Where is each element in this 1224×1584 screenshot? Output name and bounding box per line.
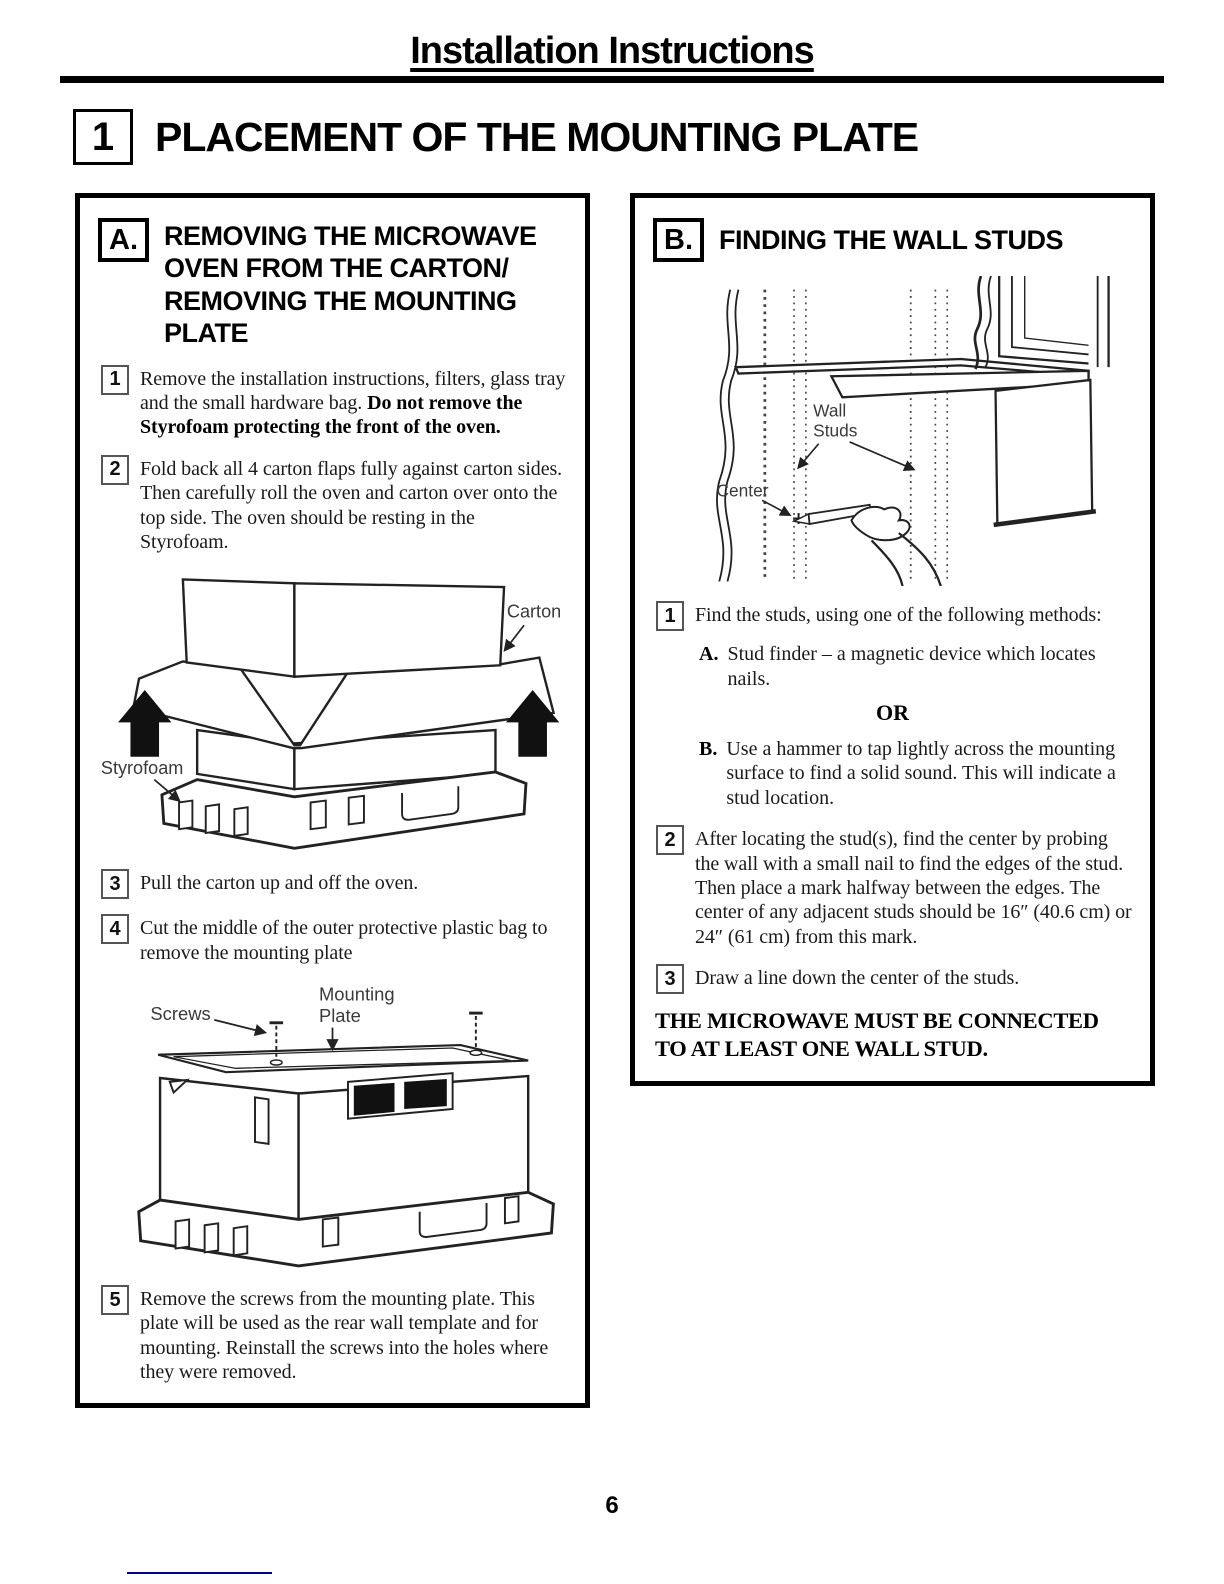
vent-grille-dark [354, 1083, 395, 1116]
step-text: Draw a line down the center of the studs. [695, 967, 1020, 990]
step-text [140, 365, 567, 440]
door-slot [255, 1097, 269, 1144]
styrofoam-notch [234, 808, 247, 837]
curtain [975, 276, 981, 369]
wall-studs-label: Studs [813, 420, 858, 441]
step-text-bold: Do not remove the Styrofoam protecting the front of the oven. [140, 391, 523, 439]
styrofoam-notch [179, 801, 192, 830]
footer-blue-line [127, 1572, 272, 1574]
carton-left-face [183, 580, 295, 677]
method-text: Stud finder – a magnetic device which locates nails. [727, 643, 1096, 690]
step-text: Find the studs, using one of the following methods: [695, 604, 1102, 627]
step-row [656, 964, 1132, 994]
step-text: Remove the screws from the mounting plate. This plate will be used as the rear wall template and for mounting. Reinstall the screws into the holes where they were removed. [140, 1288, 549, 1384]
screws-label: Screws [150, 1002, 211, 1024]
center-label-arrow [762, 501, 789, 516]
step-text: Pull the carton up and off the oven. [140, 872, 419, 895]
styrofoam-label: Styrofoam [100, 758, 184, 779]
step-number: 1 [656, 601, 684, 631]
step-number: 3 [656, 964, 684, 994]
styrofoam-notch [323, 1218, 339, 1247]
stud-connection-warning: THE MICROWAVE MUST BE CONNECTED TO AT LEAST ONE WALL STUD. [655, 1008, 1099, 1062]
page-title: Installation Instructions [410, 30, 814, 72]
panel-a-title [164, 218, 537, 350]
mounting-plate-label: Mounting [318, 983, 395, 1005]
panel-a-heading [98, 218, 567, 350]
styrofoam-notch [205, 1223, 219, 1252]
styrofoam-notch [505, 1196, 519, 1223]
step-text-normal: Remove the installation instructions, filters, glass tray and the small hardware bag. [140, 367, 566, 414]
carton-label: Carton [506, 601, 562, 622]
center-label: Center [716, 480, 769, 501]
step-row [101, 455, 567, 555]
step-text: After locating the stud(s), find the center by probing the wall with a small nail to find the edges of the stud. Then place a mark halfway between the edges. The center of any adjacent studs should be 16″ (40.6 cm) or 24″ (61 cm) from this mark. [695, 828, 1132, 948]
panel-a-title-line: REMOVING THE MICROWAVE [164, 221, 537, 251]
step-number: 5 [101, 1285, 129, 1315]
panel-a-removing-oven [75, 193, 590, 1408]
torn-wall-edge [717, 290, 730, 582]
step-row [656, 601, 1132, 631]
mounting-plate-figure [100, 979, 565, 1270]
step-row [101, 914, 567, 965]
step-number: 3 [101, 869, 129, 899]
section-heading [73, 109, 1224, 165]
method-label: A. [699, 643, 719, 666]
panel-b-finding-studs [630, 193, 1155, 1086]
step-number: 1 [101, 365, 129, 395]
section-title: PLACEMENT OF THE MOUNTING PLATE [155, 113, 919, 160]
carton-right-face [294, 584, 504, 677]
plate-screw-hole [470, 1050, 482, 1055]
mounting-plate [158, 1045, 528, 1072]
torn-wall-edge [725, 290, 738, 582]
styrofoam-notch [206, 805, 219, 834]
styrofoam-notch [311, 801, 326, 830]
arm [872, 541, 903, 587]
curtain [985, 276, 991, 367]
section-number-badge: 1 [73, 109, 133, 165]
panel-b-title: FINDING THE WALL STUDS [719, 225, 1063, 255]
step-row [101, 365, 567, 440]
styrofoam-notch [234, 1226, 248, 1255]
method-text: Use a hammer to tap lightly across the mounting surface to find a solid sound. This will indicate a stud location. [726, 738, 1116, 809]
mounting-plate-label: Plate [318, 1004, 361, 1026]
method-label: B. [699, 738, 718, 761]
panel-a-label-badge: A. [98, 218, 149, 262]
wall-studs-figure [655, 276, 1130, 586]
screws-label-arrow [214, 1020, 264, 1033]
panel-b-label-badge: B. [653, 218, 704, 262]
window-frame [1012, 276, 1089, 354]
step-text: Fold back all 4 carton flaps fully against carton sides. Then carefully roll the oven and carton over onto the top side. The oven should be resting in the Styrofoam. [140, 457, 563, 553]
step-row [101, 1285, 567, 1385]
or-label: OR [876, 700, 909, 726]
method-b-row [699, 737, 1132, 810]
step-number: 2 [101, 455, 129, 485]
panel-a-title-line: OVEN FROM THE CARTON/ [164, 253, 509, 284]
step-number: 4 [101, 914, 129, 944]
page-header [60, 0, 1164, 83]
step-row [101, 869, 567, 899]
page-number: 6 [605, 1491, 619, 1519]
arm [899, 533, 941, 586]
carton-removal-figure [99, 568, 566, 854]
vent-grille-dark [404, 1079, 447, 1109]
step-text: Cut the middle of the outer protective plastic bag to remove the mounting plate [140, 917, 548, 964]
window-frame [1025, 276, 1089, 345]
styrofoam-notch [349, 796, 364, 825]
method-a-row [699, 642, 1132, 691]
carton-label-arrow [505, 626, 524, 651]
wall-studs-label: Wall [813, 400, 847, 421]
panel-a-title-line: REMOVING THE MOUNTING [164, 285, 517, 316]
base-cabinet [996, 380, 1093, 524]
content-columns [75, 193, 1164, 1408]
panel-a-title-line: PLATE [164, 318, 248, 349]
step-row [656, 825, 1132, 949]
styrofoam-notch [176, 1220, 190, 1249]
wall-studs-arrow [850, 442, 914, 469]
step-number: 2 [656, 825, 684, 855]
panel-b-heading [653, 218, 1132, 262]
plate-screw-hole [271, 1060, 283, 1065]
wall-studs-arrow [799, 444, 819, 468]
